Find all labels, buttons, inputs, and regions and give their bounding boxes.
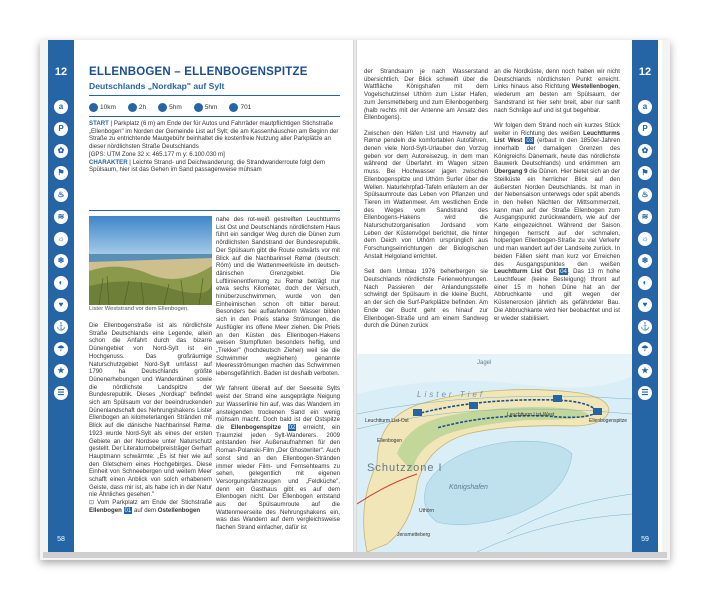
ascent-icon [158,103,167,112]
flower-icon: ✿ [54,144,68,158]
beach-icon: a [54,100,68,114]
map-label-lt-ost: Leuchtturm List-Ost [365,418,409,424]
snow-icon: ❄ [638,254,652,268]
umbrella-icon: ☂ [54,342,68,356]
right-column-b-text-3: Wir folgen dem Strand noch ein kurzes Stück weiter in Richtung des weißen [494,121,620,137]
descent-icon [194,103,203,112]
route-place-ostellenbogen: Ostellenbogen [157,506,201,514]
gps-text: [GPS: UTM Zone 32 x: 465.177 m y: 6.100.030 m] [89,150,225,158]
waypoint-badge-02: 02 [288,423,296,431]
umbrella-icon: ☂ [638,342,652,356]
left-column-a-text: Die Ellenbogenstraße ist als nördlichste Straße Deutschlands eine Legende, allein schon die Anfahrt durch das bizarre Dünengebiet von Nord-Sylt ist ein Hochgenuss. Das großräumige Naturschutzgebiet Nord-Sylt umfasst auf 1790 ha Deutschlands größte Dünenerhebungen und Wanderdünen sowie die nördlichste Landspitze der Bundesrepublik. Dieses „Nordkap" befindet sich am Spülsaum vor der beeindruckenden Dünenlandschaft des Nehrungshakens Lister Ellenbogen an kilometerlangen Stränden mit Blick auf die dänische Nachbarinsel Rømø. 1923 wurde Nord-Sylt als eines der ersten Gebiete an der Nordsee unter Naturschutz gestellt. Der Literaturnobelpreisträger Gerhart Hauptmann schwärmte: „Es ist hier wie auf den Gletschern eines Hochgebirges. Diese Einheit von Schneebergen und weitem Meer schafft einen Anblick von solch erhabenem Geiste, dass mir ist, als habe ich in der Natur nie Ähnliches gesehen." [89,322,212,499]
route-start-prefix: Vom Parkplatz am Ende der Stichstraße [97,499,212,507]
right-column-b-text-4: (erbaut in den 1850er-Jahren innerhalb der damaligen Grenzen des Königreichs Dänemark, heute das nördlichste Bauwerk Deutschlands) und erklimmen am [494,137,620,168]
waves-icon: ≋ [638,210,652,224]
route-place-westellenbogen: Westellenbogen [571,83,619,91]
right-column-b-text-6: . Das 13 m hohe Leuchtfeuer (keine Besteigung) thront auf einer 15 m hohen Düne hat an der Abbruchkante und gilt wegen der Küstenerosion jährlich als gefährdeter Bau. Die Abbruchkante wird hier beobachtet und ist er wieder stabilisiert. [494,268,620,322]
map-icon [229,103,238,112]
right-column-a-text-2: Zwischen den Häfen List und Havneby auf Rømø pendeln die komfortablen Autofähren, denen viele Nord-Sylt-Urlauber den Vorzug geben vor dem Autoreisezug, in dem man während der Überfahrt im Wagen sitzen muss. Bei Hochwasser jagen zwischen Ellenbogenspitze und Uthörn Surfer über die Wellen. Naturlehrpfad-Tafeln erläutern an der Spülsaumroute das Leben von Pflanzen und Tieren im Wattenmeer. Am westlichen Ende des Weges vom Sandstrand des Ellenbogens-Hakens wird die Naturschutzorganisation Jordsand vom Leben der Küstenvögel berichtet, die hinter dem Deich von Uthörn ursprünglich aus Forschungseinrichtungen der Biologischen Anstalt Helgoland errichtet. [364,129,488,260]
distance-icon [89,103,98,112]
route-place-lt-ost: Leuchtturm List Ost [494,268,556,276]
parking-icon: P [54,122,68,136]
chapter-number-left: 12 [54,66,68,78]
heart-icon: ♥ [54,298,68,312]
chapter-number-right: 12 [638,66,652,78]
start-text: | Parkplatz (6 m) am Ende der für Autos und Fahrräder mautpflichtigen Stichstraße „Ellenbogen" im Norden der Gemeinde List auf Sylt; die am Kassenhäuschen am Beginn der Straße zu entrichtende Mautgebühr beinhaltet die kostenfreie Nutzung aller Parkplätze an dieser nördlichsten Straße Deutschlands [89,120,339,151]
page-subtitle: Deutschlands „Nordkap" auf Sylt [89,81,225,91]
route-mid: auf dem [134,506,157,514]
spa-icon: ♨ [54,188,68,202]
descent-info: 5hm [194,103,218,112]
page-edges [43,552,667,558]
snow-icon: ❄ [54,254,68,268]
start-label: START [89,120,109,127]
beach-icon: a [638,100,652,114]
spa-icon: ♨ [638,188,652,202]
sun-icon: ☼ [638,232,652,246]
right-column-b-text: an die Nordküste, denn noch haben wir nicht Deutschlands nördlichsten Punkt erreicht. Links hinaus also Richtung [494,68,620,91]
left-column-b-text-3: erreicht, ein Traumziel jeden Sylt-Wanderers. 2009 entstanden hier Außenaufnahmen für den Roman-Polanski-Film „Der Ghostwriter". Auch sonst sind an den Ellenbogen-Stränden immer wieder Film- und Fernsehteams zu sehen, gelegentlich mit eigenen Versorgungsfahrzeugen und „Feldküche", denn ein Gasthaus gibt es auf dem Ellenbogen nicht. Der Ellenbogen entstand aus der Spülsaumroute auf die Wattenmeerseite des Nehrungshakens ein, was das Wandern auf dem vergleichsweise flachen Strand einfacher, dafür ist [216,423,340,532]
half-icon: ◐ [638,276,652,290]
clock-icon [128,103,137,112]
time-info: 2h [128,103,146,112]
map-label-top: Jagel [477,360,492,366]
right-column-b [494,68,620,322]
left-column-b-text-2: Wir fahrent überall auf der Seeseite Sylts weist der Strand eine ausgeprägte Neigung zur Wasserlinie hin auf, was das Wandern im ansteigenden trockenen Sand ein wenig mühsam macht. Doch bald ist der Ostspitze die [216,385,340,431]
route-place-ellenbogenspitze: Ellenbogenspitze [230,423,281,431]
route-marker-icon: ⊡ [89,499,95,507]
anchor-icon: ⚓ [638,320,652,334]
map-label-koenigshafen: Königshafen [449,484,488,491]
map-label-uthoern: Uthörn [419,508,435,514]
star-icon: ★ [638,364,652,378]
ascent-info: 5hm [158,103,182,112]
route-map [357,354,632,552]
menu-icon: ☰ [54,386,68,400]
tour-info-row [89,103,340,112]
anchor-icon: ⚓ [54,320,68,334]
heart-icon: ♥ [638,298,652,312]
beach-photo [89,216,212,305]
flower-icon: ✿ [638,144,652,158]
page-number-right: 59 [641,536,649,543]
waypoint-badge-01: 01 [124,506,132,514]
route-place-ellenbogen: Ellenbogen [89,506,122,514]
right-column-b-text-2: , wiederum am besten am Spülsaum, der Sandstrand ist hier sehr breit, aber nur sanft nach Schräge auf und ist gut begehbar. [494,83,620,114]
right-side-bar [632,40,658,552]
left-column-a [89,322,212,515]
map-label-lt-west: Leuchtturm List-West [507,412,555,418]
page-title: ELLENBOGEN – ELLENBOGENSPITZE [89,66,308,78]
sun-icon: ☼ [54,232,68,246]
route-place-uebergang: Übergang 9 [494,168,528,176]
distance-info: 10km [89,103,116,112]
start-block [89,120,340,174]
right-column-a-text: der Strandsaum je nach Wasserstand übersichtlich. Der Blick schweift über die Wattfläche Königshafen mit dem Vogelschutzinsel Uthörn zum Lister Hafen, zum Jensmetteberg und zum Ellenbogenberg (halb rechts mit der Antenne am Ansatz des Ellenbogens). [364,68,488,122]
left-side-bar [48,40,74,552]
right-column-a [364,68,488,330]
block-rule [89,210,340,211]
left-column-b-text: nahe des rot-weiß gestreiften Leuchtturms List Ost und Deutschlands nördlichstem Haus führt ein sandiger Weg durch die Dünen zum nördlichsten Sandstrand der Bundesrepublik. Der Spülsaum gibt die Route ostwärts vor mit Blick auf die Nachbarinsel Rømø (deutsch: Röm) und die Wattenmeerküste im deutsch-dänischen Grenzgebiet. Die Luftlinienentfernung zu Rømø beträgt nur etwa sechs Kilometer, doch der Versuch, hinüberzuschwimmen, wurde von den Einheimischen schon oft bitter bereut. Besonders bei auflaufendem Wasser bilden sich in den Priels starke Strömungen, die Ausflügler ins offene Meer ziehen. Die Priels an den Küsten des Ellenbogen-Hakens weisen Stumpfluten besonders heftig, und „Trekker" (hochdeutsch Zieher) weil sie die Schwimmer wegziehen) genannte Meeresströmungen machen das Schwimmen lebensgefährlich. Baden ist deshalb verboten. [216,216,340,378]
half-icon: ◐ [54,276,68,290]
menu-icon: ☰ [638,386,652,400]
parking-icon: P [638,122,652,136]
character-text: | Leichte Strand- und Deichwanderung; die Strandwanderroute folgt dem Spülsaum, hier ist das Gehen im Sand passagenweise mühsam [89,158,325,174]
map-label-jensmette: Jensmetteberg [397,532,431,538]
left-column-b [216,216,340,532]
page-number-left: 58 [57,536,65,543]
right-column-a-text-3: Seit dem Umbau 1976 beherbergen sie Deutschlands nördlichste Ferienwohnungen. Nach Passieren der Anlandungsstelle schwingt der Spülsaum in die kleine Bucht, an der sich die Surf-Parkplätze befinden. Am Ende der Bucht geht es hinauf zur Ellenbogen-Straße und am einem Sandweg durch die Dünen zurück [364,268,488,330]
map-label-spitze: Ellenbogenspitze [589,418,628,424]
map-label-ellenbogen: Ellenbogen [377,438,403,444]
waypoint-badge-04: 04 [560,268,567,276]
photo-caption: Lister Weststrand vor dem Ellenbogen. [89,306,189,312]
flag-icon: ⚑ [54,166,68,180]
map-ref-info: 701 [229,103,251,112]
map-label-schutzzone: Schutzzone I [367,462,443,474]
title-rule [89,95,340,96]
waypoint-badge-03: 03 [526,137,534,145]
waves-icon: ≋ [54,210,68,224]
info-rule [89,116,340,117]
right-column-b-text-5: die Dünen. Hier bietet sich an der Steilküste ein herrlicher Blick auf den äußersten Norden Deutschlands. Ist man in der Nebensaison unterwegs oder spät abends in den hellen Nächten der Mittsommerzeit, kann man auf der Straße Ellenbogen zum Ausgangspunkt zurückwandern, wie auf der Karte eingezeichnet. Während der Saison hingegen herrscht auf der schmalen, holperigen Ellenbogen-Straße zu viel Verkehr und man wandert auf der Landseite zurück. In beiden Fällen sieht man kurz vor Erreichen des Ausgangspunktes den weißen [494,168,620,268]
flag-icon: ⚑ [638,166,652,180]
map-label-lister-tief: Lister Tief [417,390,486,399]
character-label: CHARAKTER [89,158,128,166]
route-place-lt-west: Leuchtturms List West [494,129,620,145]
star-icon: ★ [54,364,68,378]
